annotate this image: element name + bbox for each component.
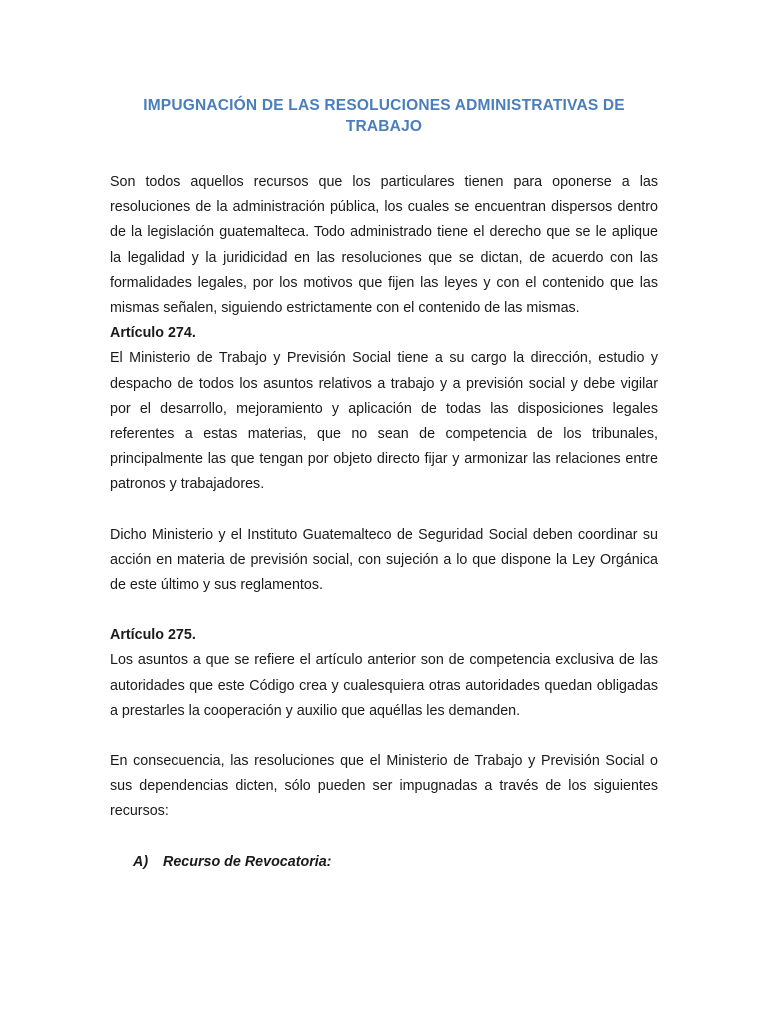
article-275-heading: Artículo 275. bbox=[110, 627, 196, 644]
document-title: IMPUGNACIÓN DE LAS RESOLUCIONES ADMINISTRATIVAS DE TRABAJO bbox=[143, 97, 625, 135]
spacer bbox=[110, 137, 658, 170]
recurso-list-item bbox=[133, 850, 658, 875]
spacer bbox=[110, 598, 658, 623]
spacer bbox=[110, 498, 658, 523]
intro-paragraph: Son todos aquellos recursos que los particulares tienen para oponerse a las resoluciones de la administración pública, los cuales se encuentran dispersos dentro de la legislación guatemalteca. Todo administrado tiene el derecho que se le aplique la legalidad y la juridicidad en las resoluciones que se dictan, de acuerdo con las formalidades legales, por los motivos que fijen las leyes y con el contenido que las mismas señalen, siguiendo estrictamente con el contenido de las mismas. bbox=[110, 174, 658, 317]
article-275-paragraph-1: Los asuntos a que se refiere el artículo anterior son de competencia exclusiva de las autoridades que este Código crea y cualesquiera otras autoridades quedan obligadas a prestarles la cooperación y auxilio que aquéllas les demanden. bbox=[110, 652, 658, 719]
article-275-paragraph-2: En consecuencia, las resoluciones que el Ministerio de Trabajo y Previsión Social o sus dependencias dicten, sólo pueden ser impugnadas a través de los siguientes recursos: bbox=[110, 753, 658, 820]
recurso-label: Recurso de Revocatoria: bbox=[163, 853, 332, 870]
document-page bbox=[110, 95, 658, 875]
article-274-heading: Artículo 274. bbox=[110, 325, 196, 342]
article-274-paragraph-2: Dicho Ministerio y el Instituto Guatemalteco de Seguridad Social deben coordinar su acción en materia de previsión social, con sujeción a lo que dispone la Ley Orgánica de este último y sus reglamentos. bbox=[110, 526, 658, 594]
recurso-letter: A) bbox=[133, 853, 149, 870]
spacer bbox=[110, 724, 658, 749]
article-274-paragraph-1: El Ministerio de Trabajo y Previsión Social tiene a su cargo la dirección, estudio y despacho de todos los asuntos relativos a trabajo y a previsión social y debe vigilar por el desarrollo, mejoramiento y aplicación de todas las disposiciones legales referentes a estas materias, que no sean de competencia de los tribunales, principalmente las que tengan por objeto directo fijar y armonizar las relaciones entre patronos y trabajadores. bbox=[110, 350, 658, 493]
